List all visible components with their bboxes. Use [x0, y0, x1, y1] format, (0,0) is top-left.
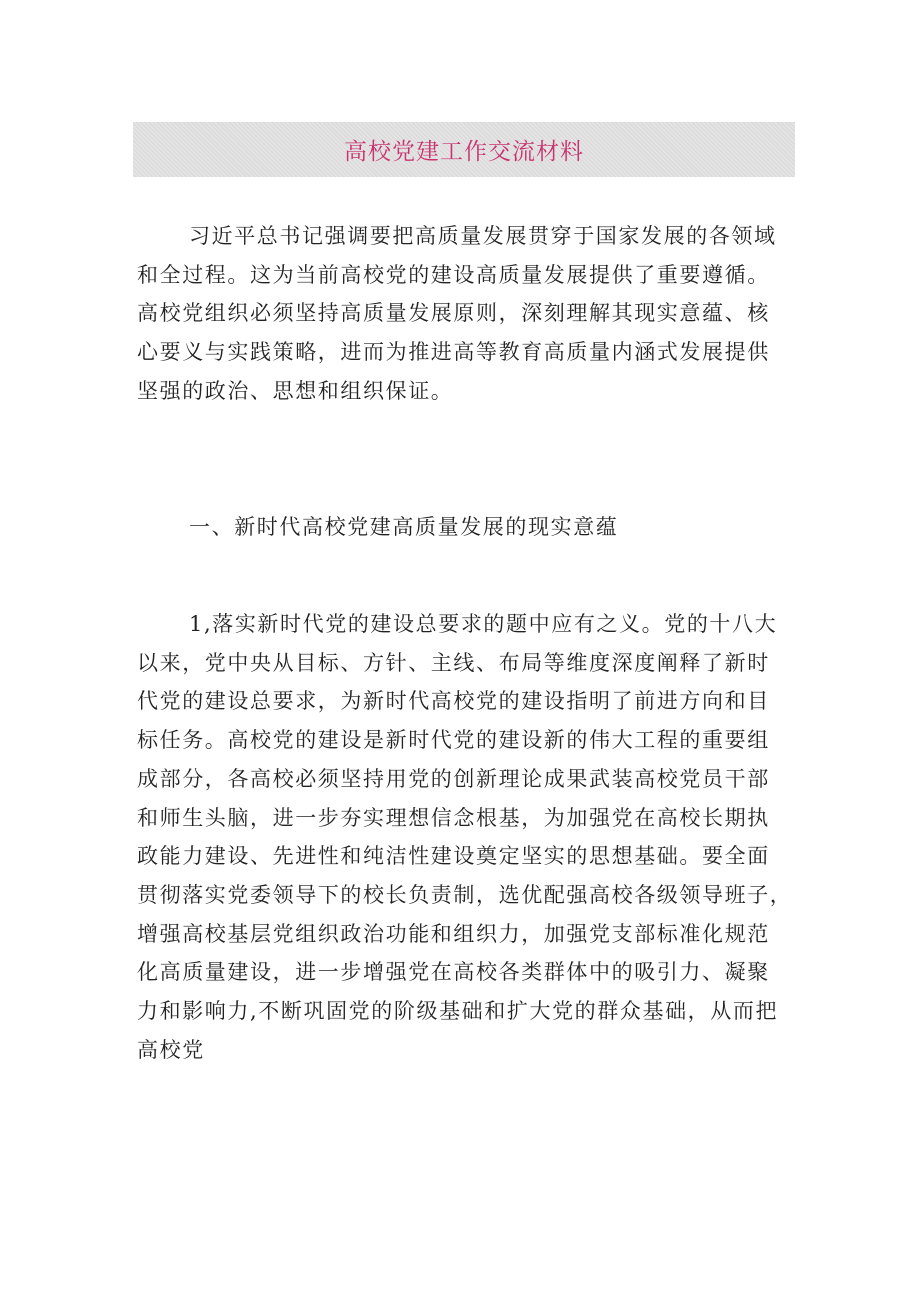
- text-line: 政能力建设、先进性和纯洁性建设奠定坚实的思想基础。要全面: [137, 844, 770, 869]
- text-line: 化高质量建设，进一步增强党在高校各类群体中的吸引力、凝聚: [137, 960, 770, 985]
- intro-paragraph: [137, 217, 797, 411]
- text-line: 1,落实新时代党的建设总要求的题中应有之义。党的十八大: [189, 612, 778, 636]
- section-heading-text: 一、新时代高校党建高质量发展的现实意蕴: [189, 515, 619, 539]
- text-line: 标任务。高校党的建设是新时代党的建设新的伟大工程的重要组: [137, 728, 770, 753]
- title-banner: [133, 122, 795, 177]
- section1-paragraph: [137, 605, 797, 1069]
- document-title: 高校党建工作交流材料: [344, 139, 584, 165]
- text-line: 高校党组织必须坚持高质量发展原则，深刻理解其现实意蕴、核: [137, 301, 770, 326]
- text-line: 增强高校基层党组织政治功能和组织力，加强党支部标准化规范: [137, 921, 770, 946]
- text-line: 代党的建设总要求，为新时代高校党的建设指明了前进方向和目: [137, 689, 770, 714]
- text-line: 坚强的政治、思想和组织保证。: [137, 378, 454, 403]
- text-line: 贯彻落实党委领导下的校长负责制，选优配强高校各级领导班子，: [137, 882, 793, 907]
- text-line: 和师生头脑，进一步夯实理想信念根基，为加强党在高校长期执: [137, 805, 770, 830]
- text-line: 成部分，各高校必须坚持用党的创新理论成果武装高校党员干部: [137, 766, 770, 791]
- text-line: 力和影响力,不断巩固党的阶级基础和扩大党的群众基础，从而把: [137, 999, 779, 1024]
- text-line: 习近平总书记强调要把高质量发展贯穿于国家发展的各领域: [189, 224, 777, 248]
- text-line: 高校党: [137, 1037, 205, 1062]
- text-line: 以来，党中央从目标、方针、主线、布局等维度深度阐释了新时: [137, 650, 770, 675]
- text-line: 心要义与实践策略，进而为推进高等教育高质量内涵式发展提供: [137, 340, 770, 365]
- text-line: 和全过程。这为当前高校党的建设高质量发展提供了重要遵循。: [137, 262, 770, 287]
- section-heading: [137, 508, 797, 547]
